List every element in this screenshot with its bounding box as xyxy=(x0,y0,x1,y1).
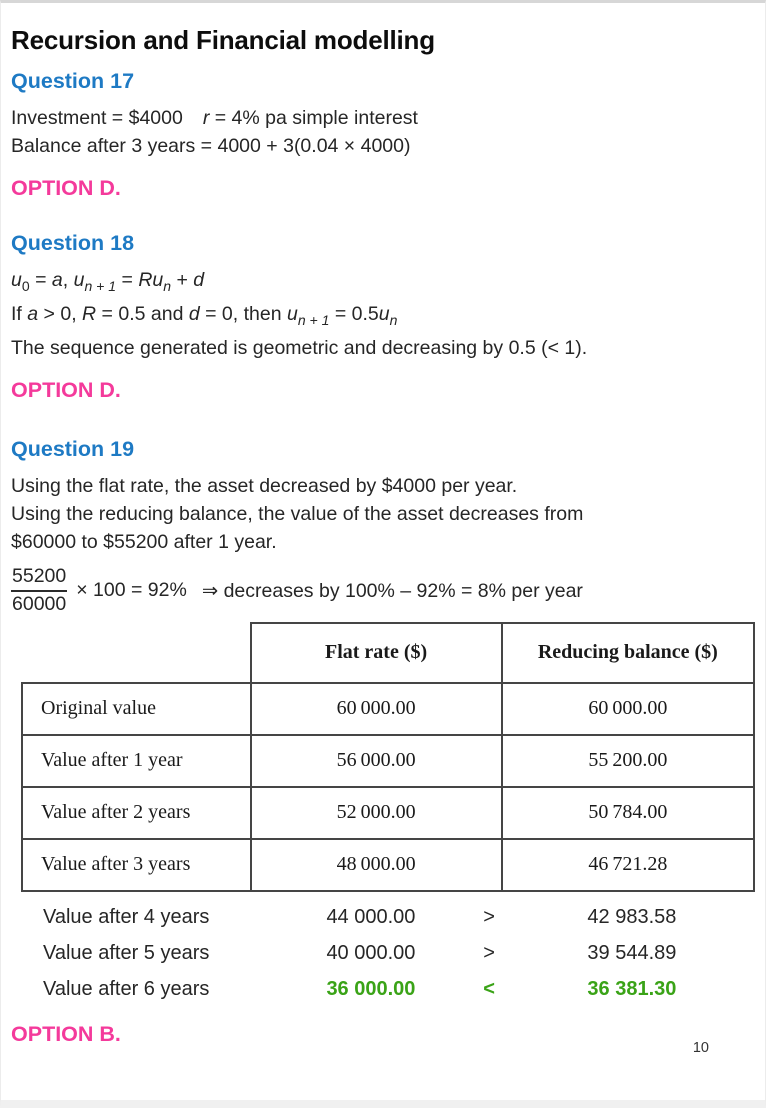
question-17-heading: Question 17 xyxy=(11,69,135,93)
table-row: Value after 2 years 52 000.00 50 784.00 xyxy=(22,787,754,839)
fraction-denominator: 60000 xyxy=(12,592,67,615)
table-corner-cell xyxy=(22,623,251,683)
table-row: Value after 3 years 48 000.00 46 721.28 xyxy=(22,839,754,891)
question-18-heading: Question 18 xyxy=(11,231,135,255)
variable-r: r xyxy=(202,107,210,129)
table-row: Value after 1 year 56 000.00 55 200.00 xyxy=(22,735,754,787)
comparison-table xyxy=(21,622,755,892)
q17-balance-line: Balance after 3 years = 4000 + 3(0.04 × 4000) xyxy=(11,135,411,157)
table-header-row xyxy=(22,623,754,683)
q18-conclusion-line: The sequence generated is geometric and decreasing by 0.5 (< 1). xyxy=(11,336,588,359)
value-after-5-years-row: Value after 5 years 40 000.00 > 39 544.89 xyxy=(43,942,677,965)
fraction-numerator: 55200 xyxy=(11,566,67,592)
fraction-equation: × 100 = 92% xyxy=(76,579,187,602)
question-18-option: OPTION D. xyxy=(11,377,121,402)
page-title: Recursion and Financial modelling xyxy=(11,25,435,55)
q19-percentage-working xyxy=(11,564,755,618)
q18-condition-line: If a > 0, R = 0.5 and d = 0, then $u_{n + 1} = 0.5u_n$ xyxy=(11,302,398,328)
q19-reducing-line-2: $60000 to $55200 after 1 year. xyxy=(11,530,277,553)
question-19-heading: Question 19 xyxy=(11,436,135,461)
fraction xyxy=(11,566,67,616)
comparison-symbol: < xyxy=(483,978,495,1001)
comparison-symbol: > xyxy=(483,942,495,965)
extended-comparison-rows xyxy=(11,900,755,1008)
q19-reducing-line-1: Using the reducing balance, the value of the asset decreases from xyxy=(11,502,584,525)
question-17-option: OPTION D. xyxy=(11,176,121,200)
value-after-6-years-row: Value after 6 years 36 000.00 < 36 381.30 xyxy=(43,978,677,1001)
question-19-option: OPTION B. xyxy=(11,1021,121,1046)
value-after-4-years-row: Value after 4 years 44 000.00 > 42 983.58 xyxy=(43,906,677,929)
q18-recurrence-line: $u_0 = a$, $u_{n + 1} = Ru_n + d$ xyxy=(11,269,205,294)
q17-investment-line: Investment = $4000 r = 4% pa simple interest xyxy=(11,107,418,129)
q19-flat-rate-line: Using the flat rate, the asset decreased by $4000 per year. xyxy=(11,474,518,497)
column-header-reducing-balance: Reducing balance ($) xyxy=(502,623,754,683)
page-number: 10 xyxy=(692,1040,709,1056)
column-header-flat-rate: Flat rate ($) xyxy=(251,623,502,683)
comparison-symbol: > xyxy=(483,906,495,929)
table-row: Original value 60 000.00 60 000.00 xyxy=(22,683,754,735)
decrease-conclusion: ⇒ decreases by 100% – 92% = 8% per year xyxy=(201,579,583,602)
